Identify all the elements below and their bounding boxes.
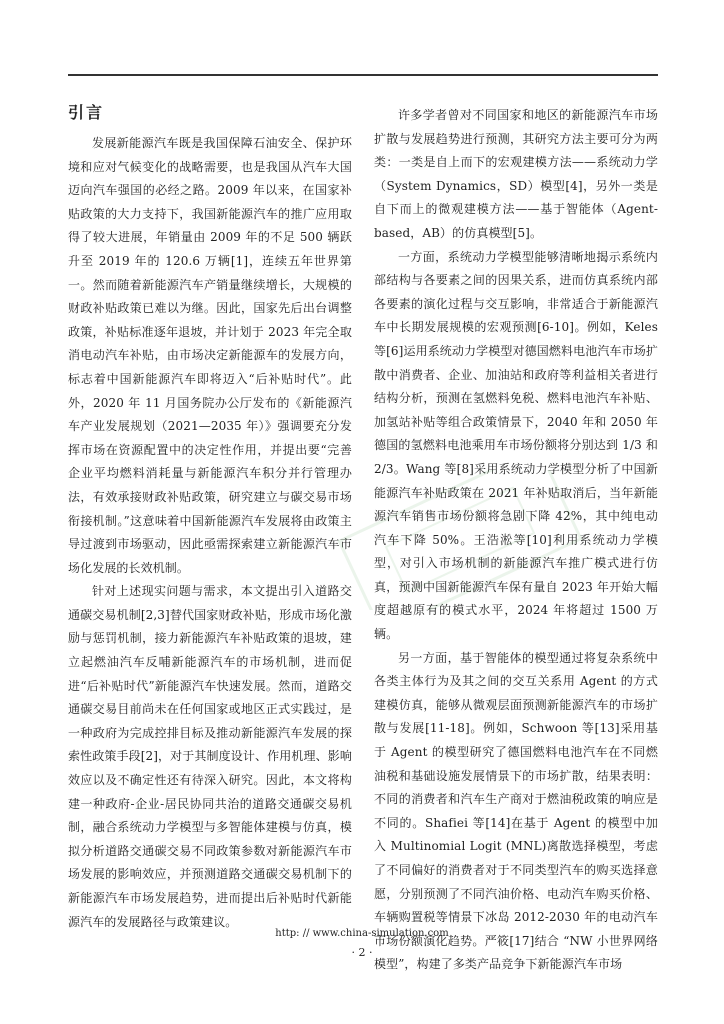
page-number: · 2 ·: [351, 946, 373, 959]
paragraph: 许多学者曾对不同国家和地区的新能源汽车市场扩散与发展趋势进行预测，其研究方法主要可分为两类：一类是自上而下的宏观建模方法——系统动力学（System Dynamics，SD）模型[4]，另外一类是自下而上的微观建模方法——基于智能体（Agent-based，AB）的仿真模型[5]。: [374, 108, 658, 240]
section-title: 引言: [68, 103, 105, 122]
paragraph: 针对上述现实问题与需求，本文提出引入道路交通碳交易机制[2,3]替代国家财政补贴，形成市场化激励与惩罚机制，接力新能源汽车补贴政策的退坡，建立起燃油汽车反哺新能源汽车的市场机制，进而促进“后补贴时代”新能源汽车快速发展。然而，道路交通碳交易目前尚未在任何国家或地区正式实践过，是一种政府为完成控排目标及推动新能源汽车发展的探索性政策手段[2]，对于其制度设计、作用机理、影响效应以及不确定性还有待深入研究。因此，本文将构建一种政府-企业-居民协同共治的道路交通碳交易机制，融合系统动力学模型与多智能体建模与仿真，模拟分析道路交通碳交易不同政策参数对新能源汽车市场发展的影响效应，并预测道路交通碳交易机制下的新能源汽车市场发展趋势，进而提出后补贴时代新能源汽车的发展路径与政策建议。: [68, 584, 352, 929]
paragraph: 发展新能源汽车既是我国保障石油安全、保护环境和应对气候变化的战略需要，也是我国从汽车大国迈向汽车强国的必经之路。2009 年以来，在国家补贴政策的大力支持下，我国新能源汽车的推广应用取得了较大进展，年销量由 2009 年的不足 500 辆跃升至 2019 年的 120.6 万辆[1]，连续五年世界第一。然而随着新能源汽车产销量继续增长，大规模的财政补贴政策已难以为继。因此，国家先后出台调整政策，补贴标准逐年退坡，并计划于 2023 年完全取消电动汽车补贴，由市场决定新能源车的发展方向，标志着中国新能源汽车即将迈入“后补贴时代”。此外，2020 年 11 月国务院办公厅发布的《新能源汽车产业发展规划（2021—2035 年）》强调要充分发挥市场在资源配置中的决定性作用，并提出要“完善企业平均燃料消耗量与新能源汽车积分并行管理办法，有效承接财政补贴政策，研究建立与碳交易市场衔接机制。”这意味着中国新能源汽车发展将由政策主导过渡到市场驱动，因此亟需探索建立新能源汽车市场化发展的长效机制。: [68, 136, 352, 575]
header-rule: [68, 74, 658, 76]
footer-url: http: // www.china-simulation.com: [275, 928, 449, 939]
paragraph: 一方面，系统动力学模型能够清晰地揭示系统内部结构与各要素之间的因果关系，进而仿真系统内部各要素的演化过程与交互影响，非常适合于新能源汽车中长期发展规模的宏观预测[6-10]。例如，Keles 等[6]运用系统动力学模型对德国燃料电池汽车市场扩散中消费者、企业、加油站和政府等利益相关者进行结构分析，预测在氢燃料免税、燃料电池汽车补贴、加氢站补贴等组合政策情景下，2040 年和 2050 年德国的氢燃料电池乘用车市场份额将分别达到 1/3 和 2/3。Wang 等[8]采用系统动力学模型分析了中国新能源汽车补贴政策在 2021 年补贴取消后，当年新能源汽车销售市场份额将急剧下降 42%，其中纯电动汽车下降 50%。王浩淞等[10]利用系统动力学模型，对引入市场机制的新能源汽车推广模式进行仿真，预测中国新能源汽车保有量自 2023 年开始大幅度超越原有的模式水平，2024 年将超过 1500 万辆。: [374, 249, 658, 642]
left-column: [68, 100, 352, 934]
right-column: [374, 104, 658, 977]
paragraph: 另一方面，基于智能体的模型通过将复杂系统中各类主体行为及其之间的交互关系用 Agent 的方式建模仿真，能够从微观层面预测新能源汽车的市场扩散与发展[11-18]。例如，Schwoon 等[13]采用基于 Agent 的模型研究了德国燃料电池汽车在不同燃油税和基础设施发展情景下的市场扩散，结果表明：不同的消费者和汽车生产商对于燃油税政策的响应是不同的。Shafiei 等[14]在基于 Agent 的模型中加入 Multinomial Logit (MNL)离散选择模型，考虑了不同偏好的消费者对于不同类型汽车的购买选择意愿，分别预测了不同汽油价格、电动汽车购买价格、车辆购置税等情景下冰岛 2012-2030 年的电动汽车市场份额演化趋势。严筱[17]结合 “NW 小世界网络模型”，构建了多类产品竞争下新能源汽车市场: [374, 650, 658, 972]
